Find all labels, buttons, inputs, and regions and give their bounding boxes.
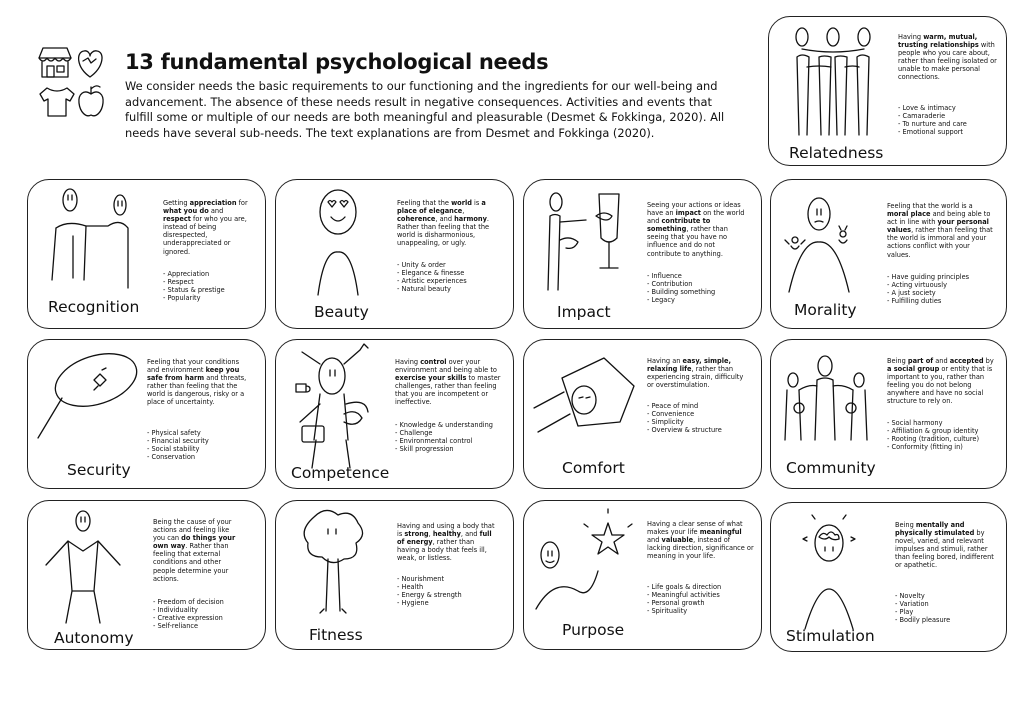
competence-subneed: - Environmental control xyxy=(395,437,503,445)
impact-subneed: - Legacy xyxy=(647,296,747,304)
beauty-desc-emphasis: world xyxy=(451,199,472,207)
apple-icon xyxy=(79,86,103,116)
recognition-subneed: - Status & prestige xyxy=(163,286,253,294)
morality-desc-emphasis: your personal values xyxy=(887,218,989,235)
security-subneed: - Social stability xyxy=(147,445,251,453)
autonomy-description xyxy=(153,518,243,583)
community-title: Community xyxy=(786,459,876,477)
relatedness-subneed: - To nurture and care xyxy=(898,120,1000,128)
purpose-subneed: - Personal growth xyxy=(647,599,755,607)
relatedness-subneeds xyxy=(898,104,1000,136)
impact-desc-text: Seeing your actions or ideas have an xyxy=(647,201,741,218)
morality-desc-emphasis: moral place xyxy=(887,210,931,219)
beauty-desc-emphasis: harmony xyxy=(454,215,487,224)
beauty-desc-text: . Rather than feeling that the world is disharmonious, unappealing, or ugly. xyxy=(397,215,490,248)
intro-text: We consider needs the basic requirements to our functioning and the ingredients for our well-being and advancement. The absence of these needs result in negative consequences. Activities and events that fulfill some or multiple of our needs are both meaningful and pleasurable (Desmet & Fokkinga, 2020). All needs have several sub-needs. The text explanations are from Desmet and Fokkinga (2020). xyxy=(125,79,725,140)
morality-desc-text: Feeling that the world is a xyxy=(887,202,973,210)
morality-subneed: - Acting virtuously xyxy=(887,281,995,289)
fitness-subneed: - Nourishment xyxy=(397,575,497,583)
community-desc-text: by xyxy=(983,357,994,365)
beauty-desc-text: , xyxy=(462,207,465,216)
community-subneed: - Affiliation & group identity xyxy=(887,427,997,435)
autonomy-subneed: - Freedom of decision xyxy=(153,598,243,606)
relatedness-desc-emphasis: warm, mutual, trusting relationships xyxy=(898,33,979,50)
beauty-subneeds xyxy=(397,261,500,293)
purpose-desc-emphasis: meaningful xyxy=(699,528,742,537)
comfort-desc-text: , rather than experiencing strain, difficulty or overstimulation. xyxy=(647,365,744,390)
fitness-subneed: - Hygiene xyxy=(397,599,497,607)
stimulation-desc-emphasis: mentally and physically stimulated xyxy=(895,521,975,538)
community-desc-emphasis: part of xyxy=(907,357,934,365)
morality-subneed: - Fulfilling duties xyxy=(887,297,995,305)
impact-subneed: - Building something xyxy=(647,288,747,296)
comfort-subneed: - Simplicity xyxy=(647,418,751,426)
recognition-desc-text: for xyxy=(236,199,248,207)
competence-subneed: - Skill progression xyxy=(395,445,503,453)
card-community xyxy=(770,339,1007,489)
morality-desc-text: , rather than feeling that the world is immoral and your actions conflict with your values. xyxy=(887,226,993,259)
card-fitness xyxy=(275,500,514,650)
community-subneed: - Social harmony xyxy=(887,419,997,427)
comfort-subneed: - Peace of mind xyxy=(647,402,751,410)
card-impact xyxy=(523,179,762,329)
autonomy-title: Autonomy xyxy=(54,629,134,647)
fitness-subneed: - Energy & strength xyxy=(397,591,497,599)
comfort-subneed: - Overview & structure xyxy=(647,426,751,434)
community-subneed: - Conformity (fitting in) xyxy=(887,443,997,451)
comfort-desc-text: Having an xyxy=(647,357,683,365)
beauty-subneed: - Unity & order xyxy=(397,261,500,269)
stimulation-subneed: - Novelty xyxy=(895,592,997,600)
fitness-desc-text: , xyxy=(428,530,433,539)
morality-title: Morality xyxy=(794,301,857,319)
fitness-desc-text: Having and using a body that is xyxy=(397,522,495,539)
recognition-subneed: - Appreciation xyxy=(163,270,253,278)
security-desc-emphasis: keep you safe from harm xyxy=(147,366,240,383)
autonomy-subneeds xyxy=(153,598,243,630)
fitness-desc-text: , rather than having a body that feels ill, weak, or listless. xyxy=(397,538,487,563)
impact-desc-emphasis: impact xyxy=(675,209,701,218)
competence-desc-emphasis: exercise your skills xyxy=(395,374,467,383)
community-subneeds xyxy=(887,419,997,451)
recognition-desc-emphasis: appreciation xyxy=(189,199,237,207)
beauty-desc-text: is xyxy=(471,199,482,207)
morality-desc-text: and being able to act in line with xyxy=(887,210,991,227)
relatedness-desc-text: with people who you care about, rather than feeling isolated or unable to make personal connections. xyxy=(898,41,997,82)
morality-description xyxy=(887,202,995,259)
relatedness-description xyxy=(898,33,1000,82)
competence-description xyxy=(395,358,503,407)
page-title: 13 fundamental psychological needs xyxy=(125,50,549,74)
fitness-desc-text: , and xyxy=(460,530,480,539)
community-desc-emphasis: accepted xyxy=(949,357,984,365)
stimulation-desc-text: by novel, varied, and relevant impulses and stimuli, rather than feeling bored, indifferent or apathetic. xyxy=(895,529,994,570)
beauty-desc-emphasis: coherence xyxy=(397,215,436,224)
recognition-desc-emphasis: what you do xyxy=(163,207,209,216)
comfort-subneed: - Convenience xyxy=(647,410,751,418)
recognition-desc-text: and xyxy=(208,207,224,216)
competence-subneed: - Challenge xyxy=(395,429,503,437)
purpose-desc-text: , instead of lacking direction, significance or meaning in your life. xyxy=(647,536,754,561)
security-title: Security xyxy=(67,461,131,479)
autonomy-subneed: - Creative expression xyxy=(153,614,243,622)
stimulation-subneed: - Bodily pleasure xyxy=(895,616,997,624)
autonomy-subneed: - Individuality xyxy=(153,606,243,614)
card-security xyxy=(27,339,266,489)
fitness-desc-emphasis: healthy xyxy=(432,530,461,539)
stimulation-desc-text: Being xyxy=(895,521,916,529)
competence-desc-text: over your environment and being able to xyxy=(395,358,497,375)
stimulation-subneeds xyxy=(895,592,997,624)
purpose-subneed: - Meaningful activities xyxy=(647,591,755,599)
autonomy-desc-emphasis: do things your own way xyxy=(153,534,236,551)
stimulation-title: Stimulation xyxy=(786,627,875,645)
purpose-desc-text: and xyxy=(647,536,662,545)
fitness-subneeds xyxy=(397,575,497,607)
store-icon xyxy=(39,48,71,77)
stimulation-subneed: - Play xyxy=(895,608,997,616)
beauty-subneed: - Artistic experiences xyxy=(397,277,500,285)
beauty-title: Beauty xyxy=(314,303,369,321)
relatedness-title: Relatedness xyxy=(789,144,884,162)
competence-desc-text: to master challenges, rather than feeling that you are incompetent or ineffective. xyxy=(395,374,501,407)
card-purpose xyxy=(523,500,762,650)
fitness-desc-emphasis: full of energy xyxy=(397,530,492,547)
fitness-description xyxy=(397,522,497,562)
relatedness-desc-text: Having xyxy=(898,33,924,41)
card-morality xyxy=(770,179,1007,329)
tshirt-icon xyxy=(40,88,74,116)
purpose-title: Purpose xyxy=(562,621,625,639)
security-description xyxy=(147,358,251,407)
security-subneeds xyxy=(147,429,251,461)
recognition-subneeds xyxy=(163,270,253,302)
purpose-subneeds xyxy=(647,583,755,615)
security-subneed: - Conservation xyxy=(147,453,251,461)
fitness-desc-emphasis: strong xyxy=(404,530,429,539)
impact-description xyxy=(647,201,747,258)
impact-subneed: - Contribution xyxy=(647,280,747,288)
beauty-description xyxy=(397,199,500,248)
competence-desc-text: Having xyxy=(395,358,421,366)
recognition-subneed: - Popularity xyxy=(163,294,253,302)
purpose-desc-emphasis: valuable xyxy=(661,536,694,545)
beauty-desc-emphasis: a place of elegance xyxy=(397,199,486,216)
relatedness-subneed: - Love & intimacy xyxy=(898,104,1000,112)
community-desc-text: and xyxy=(933,357,950,365)
community-subneed: - Rooting (tradition, culture) xyxy=(887,435,997,443)
recognition-desc-text: Getting xyxy=(163,199,190,207)
card-competence xyxy=(275,339,514,489)
impact-desc-emphasis: contribute to something xyxy=(647,217,711,234)
fitness-title: Fitness xyxy=(309,626,363,644)
community-description xyxy=(887,357,997,406)
purpose-description xyxy=(647,520,755,560)
card-recognition xyxy=(27,179,266,329)
comfort-description xyxy=(647,357,751,389)
impact-subneeds xyxy=(647,272,747,304)
comfort-title: Comfort xyxy=(562,459,625,477)
beauty-desc-text: , and xyxy=(435,215,455,224)
purpose-subneed: - Life goals & direction xyxy=(647,583,755,591)
community-desc-text: Being xyxy=(887,357,908,365)
card-beauty xyxy=(275,179,514,329)
fitness-subneed: - Health xyxy=(397,583,497,591)
recognition-desc-emphasis: respect xyxy=(163,215,191,224)
community-desc-text: or entity that is important to you, rather than feeling you do not belong anywhere and have no social structure to rely on. xyxy=(887,365,993,406)
beauty-desc-text: Feeling that the xyxy=(397,199,452,207)
impact-desc-text: on the world and xyxy=(647,209,745,226)
autonomy-desc-text: Being the cause of your actions and feeling like you can xyxy=(153,518,232,543)
security-subneed: - Financial security xyxy=(147,437,251,445)
morality-subneed: - A just society xyxy=(887,289,995,297)
stimulation-subneed: - Variation xyxy=(895,600,997,608)
community-desc-emphasis: a social group xyxy=(887,365,940,374)
heart-icon xyxy=(79,51,102,77)
purpose-subneed: - Spirituality xyxy=(647,607,755,615)
impact-subneed: - Influence xyxy=(647,272,747,280)
purpose-desc-text: Having a clear sense of what makes your life xyxy=(647,520,743,537)
card-autonomy xyxy=(27,500,266,650)
autonomy-desc-text: . Rather than feeling that external conditions and other people determine your actions. xyxy=(153,542,229,583)
comfort-desc-emphasis: easy, simple, relaxing life xyxy=(647,357,731,374)
comfort-subneeds xyxy=(647,402,751,434)
impact-title: Impact xyxy=(557,303,611,321)
security-desc-text: Feeling that your conditions and environment xyxy=(147,358,239,375)
morality-subneeds xyxy=(887,273,995,305)
relatedness-subneed: - Camaraderie xyxy=(898,112,1000,120)
autonomy-subneed: - Self-reliance xyxy=(153,622,243,630)
security-subneed: - Physical safety xyxy=(147,429,251,437)
relatedness-subneed: - Emotional support xyxy=(898,128,1000,136)
recognition-title: Recognition xyxy=(48,298,140,316)
card-comfort xyxy=(523,339,762,489)
morality-subneed: - Have guiding principles xyxy=(887,273,995,281)
competence-desc-emphasis: control xyxy=(420,358,447,366)
impact-desc-text: , rather than seeing that you have no influence and do not contribute to anything. xyxy=(647,225,728,258)
stimulation-description xyxy=(895,521,997,570)
security-desc-text: and threats, rather than feeling that the world is dangerous, risky or a place of uncertainty. xyxy=(147,374,247,407)
card-relatedness xyxy=(768,16,1007,166)
competence-subneeds xyxy=(395,421,503,453)
card-stimulation xyxy=(770,502,1007,652)
competence-subneed: - Knowledge & understanding xyxy=(395,421,503,429)
recognition-description xyxy=(163,199,253,256)
beauty-subneed: - Natural beauty xyxy=(397,285,500,293)
recognition-subneed: - Respect xyxy=(163,278,253,286)
recognition-desc-text: for who you are, instead of being disrespected, underappreciated or ignored. xyxy=(163,215,247,256)
competence-title: Competence xyxy=(291,464,390,482)
beauty-subneed: - Elegance & finesse xyxy=(397,269,500,277)
header-icons xyxy=(36,44,108,120)
